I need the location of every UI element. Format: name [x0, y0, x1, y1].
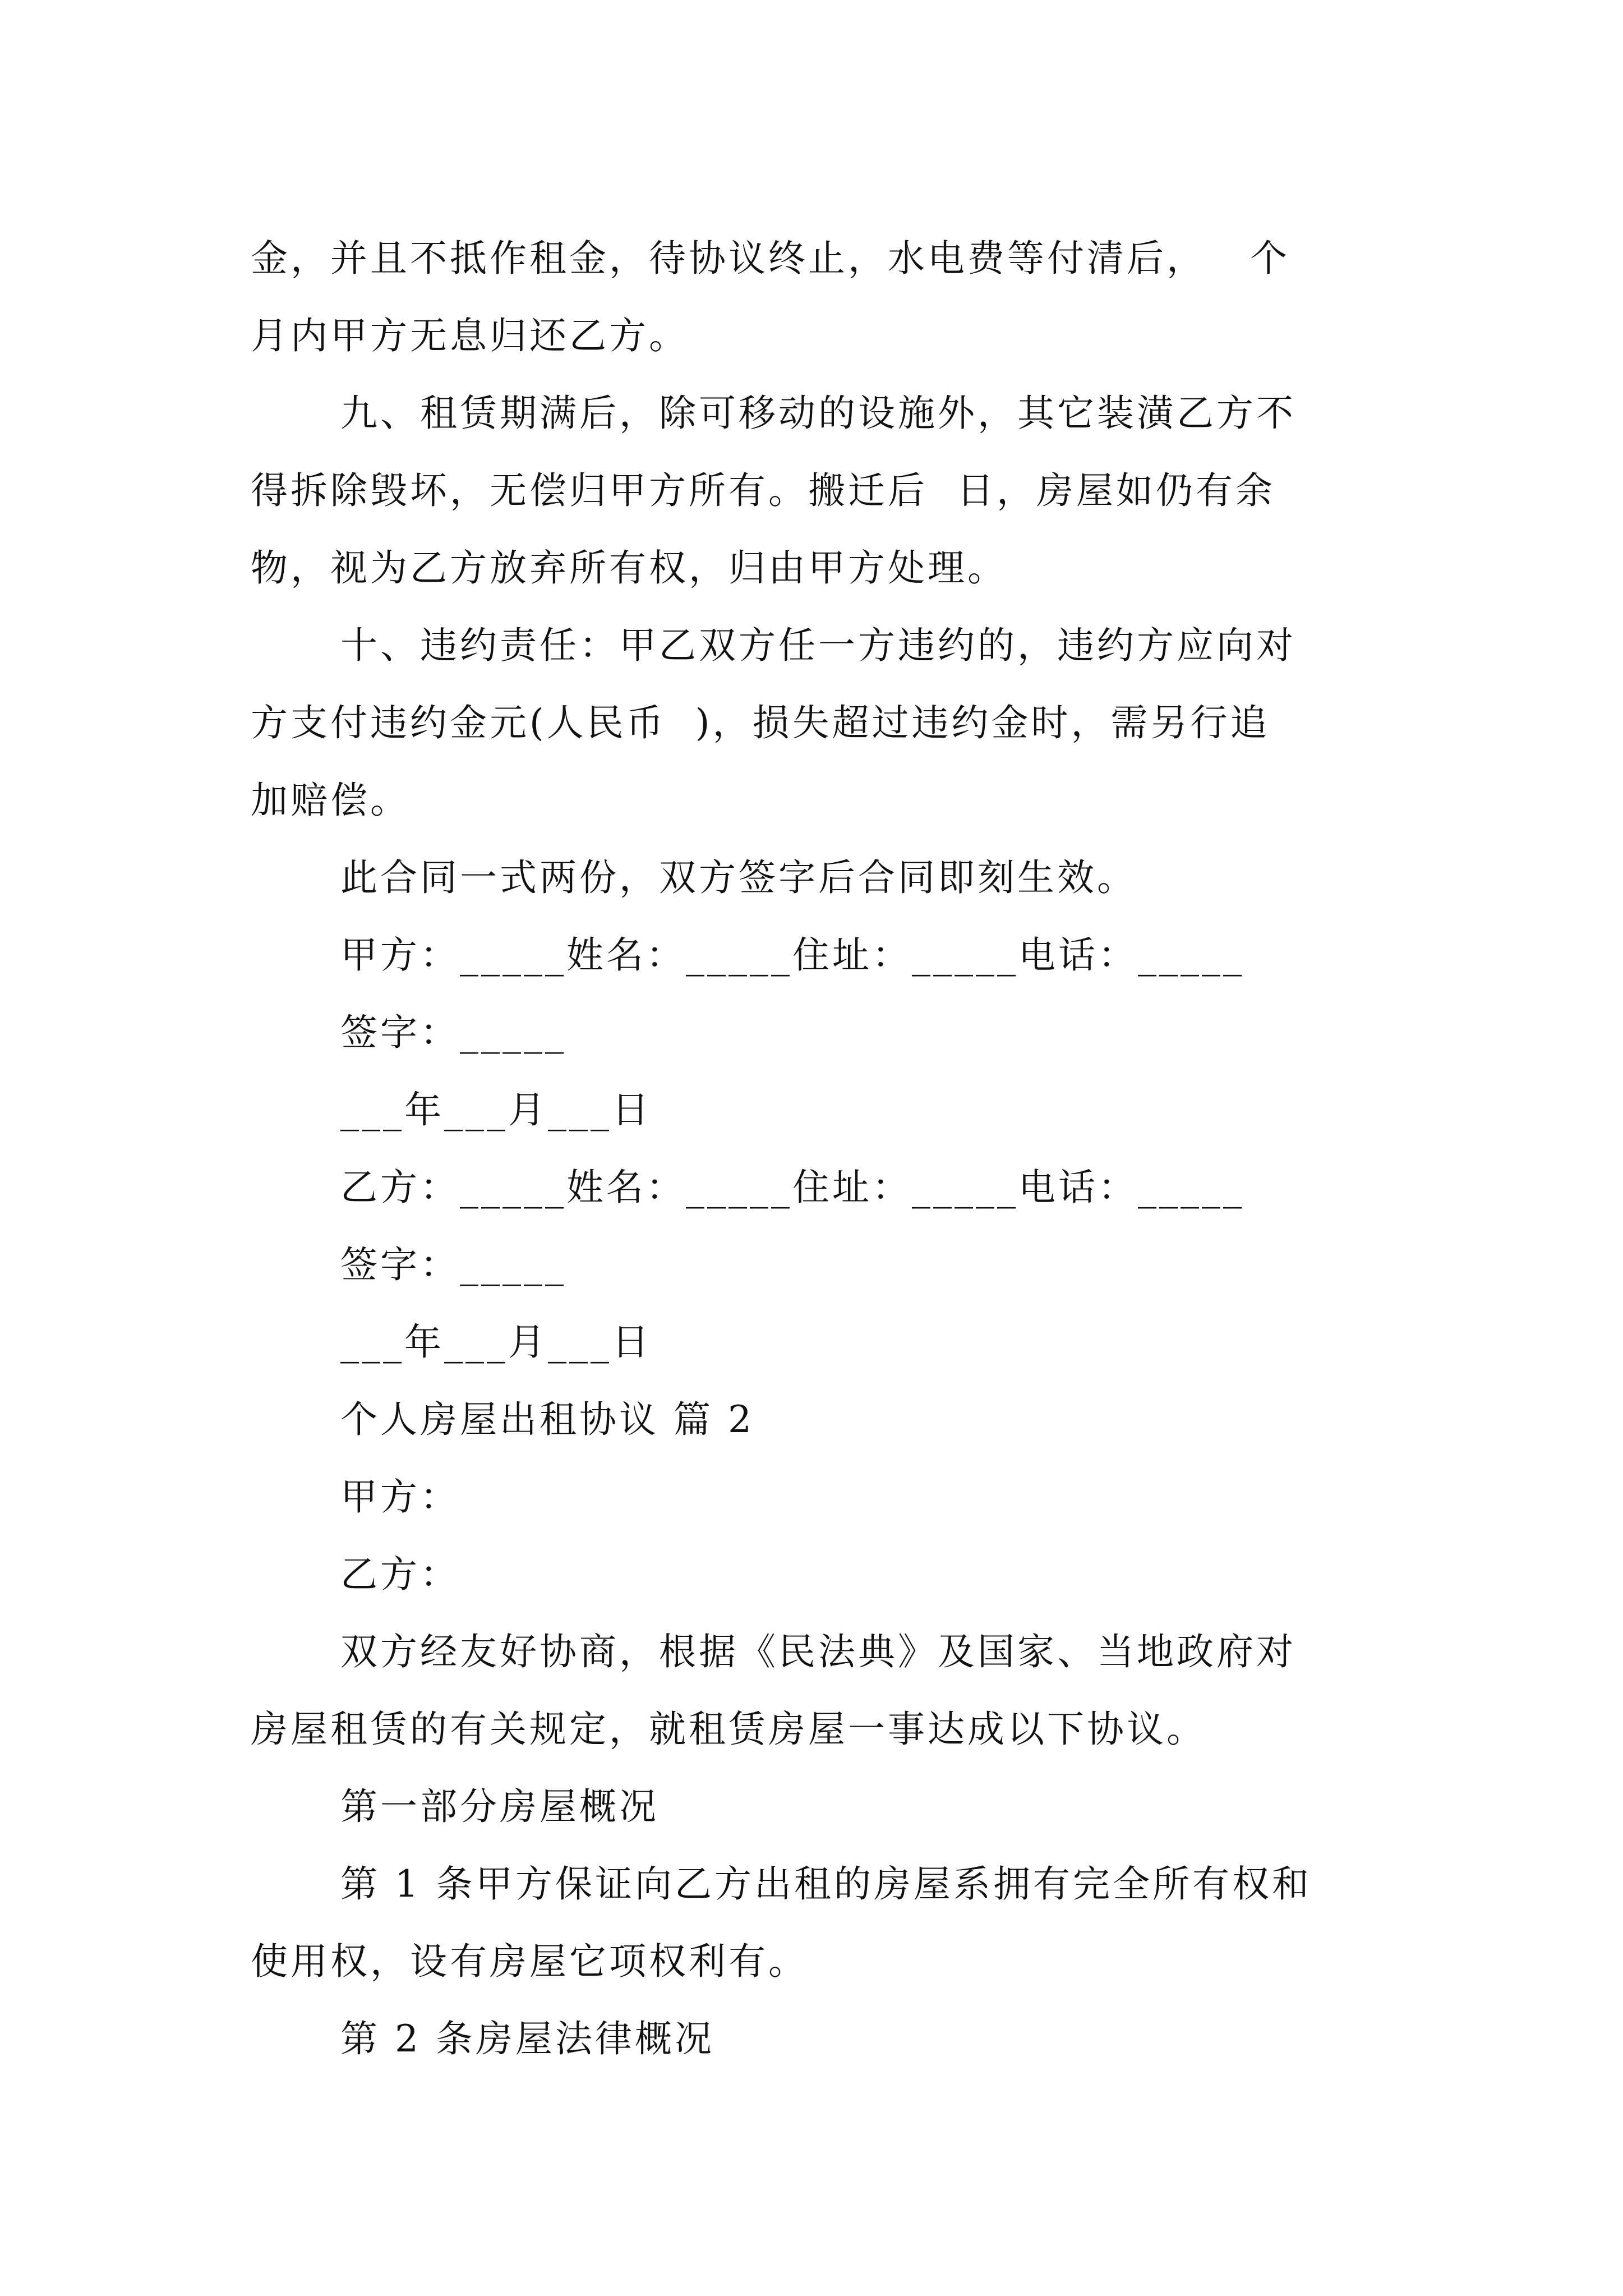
text-line-20: 房屋租赁的有关规定，就租赁房屋一事达成以下协议。: [251, 1708, 1206, 1751]
article-1-line-2: 使用权，设有房屋它项权利有。: [251, 1940, 808, 1983]
text-line-1: 金，并且不抵作租金，待协议终止，水电费等付清后， 个: [251, 237, 1290, 280]
party-a-label: 甲方：: [340, 1475, 460, 1519]
party-b-line: 乙方：_____姓名：_____住址：_____电话：_____: [340, 1166, 1244, 1209]
party-a-signature: 签字：_____: [340, 1011, 566, 1054]
part-one-heading: 第一部分房屋概况: [340, 1785, 659, 1828]
section-heading: 个人房屋出租协议 篇 2: [340, 1398, 754, 1441]
party-a-date: ___年___月___日: [340, 1088, 652, 1131]
text-line-5: 物，视为乙方放弃所有权，归由甲方处理。: [251, 546, 1007, 590]
text-line-8: 加赔偿。: [251, 779, 410, 822]
party-b-label: 乙方：: [340, 1553, 460, 1596]
article-1-line-1: 第 1 条甲方保证向乙方出租的房屋系拥有完全所有权和: [340, 1862, 1312, 1906]
party-a-line: 甲方：_____姓名：_____住址：_____电话：_____: [340, 933, 1244, 977]
article-2-heading: 第 2 条房屋法律概况: [340, 2017, 714, 2060]
text-line-7: 方支付违约金元(人民币 )，损失超过违约金时，需另行追: [251, 701, 1270, 744]
text-line-6: 十、违约责任：甲乙双方任一方违约的，违约方应向对: [340, 624, 1296, 667]
text-line-3: 九、租赁期满后，除可移动的设施外，其它装潢乙方不: [340, 392, 1296, 435]
text-line-9: 此合同一式两份，双方签字后合同即刻生效。: [340, 856, 1137, 899]
document-page: [251, 220, 1395, 2078]
text-line-2: 月内甲方无息归还乙方。: [251, 314, 689, 357]
party-b-signature: 签字：_____: [340, 1243, 566, 1286]
party-b-date: ___年___月___日: [340, 1320, 652, 1364]
text-line-19: 双方经友好协商，根据《民法典》及国家、当地政府对: [340, 1630, 1296, 1673]
text-line-4: 得拆除毁坏，无偿归甲方所有。搬迁后 日，房屋如仍有余: [251, 469, 1275, 512]
